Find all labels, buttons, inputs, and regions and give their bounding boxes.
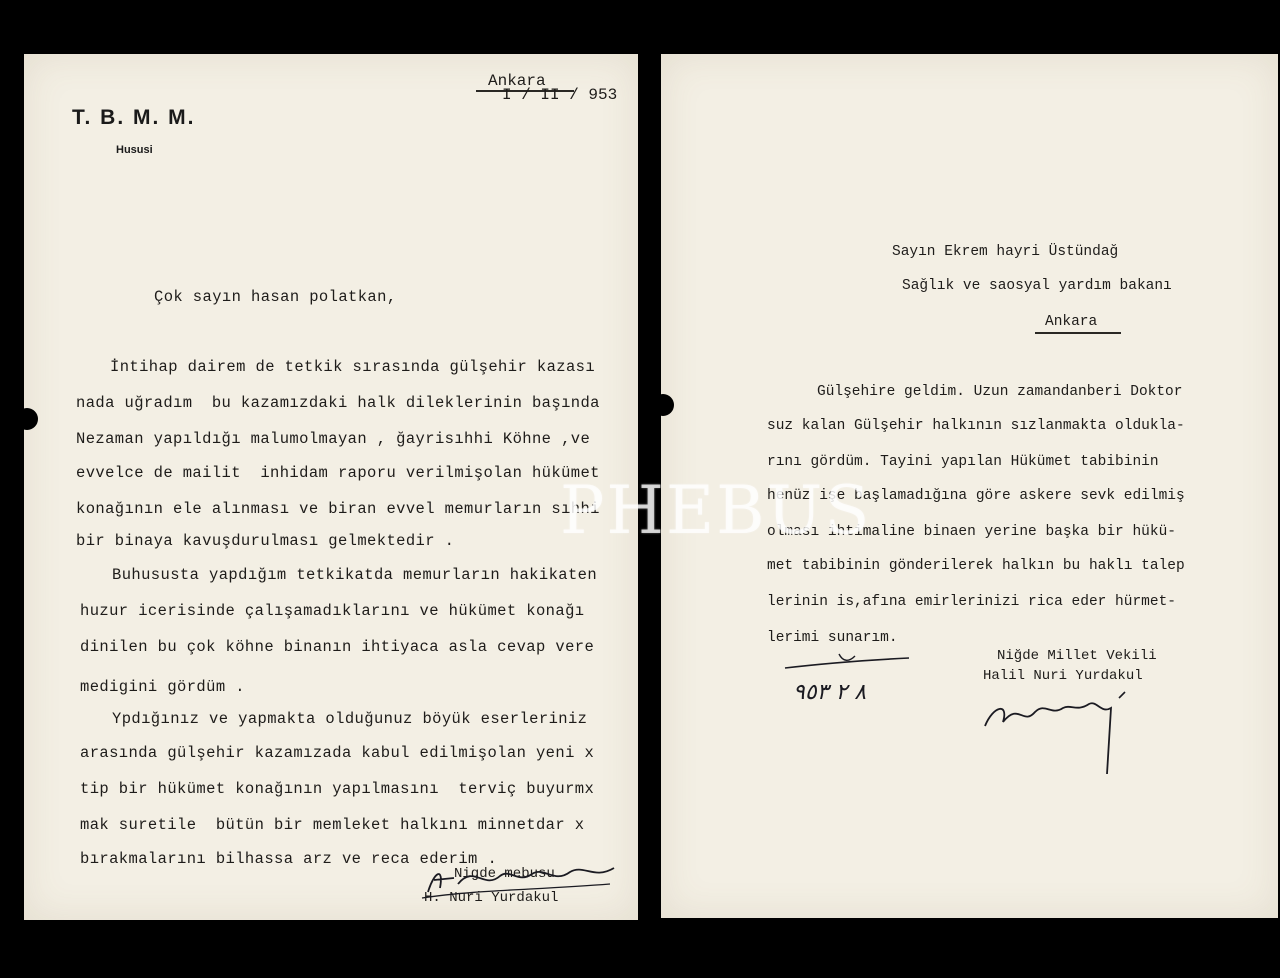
letter-line: Ypdığınız ve yapmakta olduğunuz böyük eserleriniz (112, 710, 588, 728)
letter-line: met tabibinin gönderilerek halkın bu haklı talep (767, 558, 1185, 574)
letter-line: rını gördüm. Tayini yapılan Hükümet tabibinin (767, 454, 1159, 470)
handwritten-signature-icon (414, 854, 624, 904)
signature-title: Nigde mebusu (454, 866, 555, 882)
handwritten-stroke-icon (779, 650, 919, 680)
punch-hole (16, 408, 38, 430)
letter-line: lerimi sunarım. (767, 630, 898, 646)
letter-line: henüz işe başlamadığına göre askere sevk edilmiş (767, 488, 1185, 504)
letter-place: Ankara (488, 72, 546, 90)
letter-line: konağının ele alınması ve biran evvel memurların sıhhi (76, 500, 600, 518)
letter-line: lerinin is,afına emirlerinizi rica eder hürmet- (767, 594, 1176, 610)
addressee-title: Sağlık ve saosyal yardım bakanı (902, 278, 1172, 294)
letter-line: bırakmalarını bilhassa arz ve reca ederim . (80, 850, 498, 868)
letter-date: I / II / 953 (502, 86, 618, 104)
addressee-city: Ankara (1045, 314, 1098, 330)
signature-name: H. Nuri Yurdakul (424, 890, 559, 906)
left-letter-page (24, 54, 638, 920)
salutation: Çok sayın hasan polatkan, (154, 288, 397, 306)
letter-line: evvelce de mailit inhidam raporu verilmişolan hükümet (76, 464, 600, 482)
letter-line: Buhususta yapdığım tetkikatda memurların hakikaten (112, 566, 598, 584)
letter-line: olması ihtimaline binaen yerine başka bir hükü- (767, 524, 1176, 540)
letter-line: tip bir hükümet konağının yapılmasını terviç buyurmx (80, 780, 595, 798)
letter-line: Nezaman yapıldığı malumolmayan , ğayrisıhhi Köhne ,ve (76, 430, 591, 448)
signature-title: Niğde Millet Vekili (997, 648, 1157, 664)
punch-hole (652, 394, 674, 416)
letter-line: huzur icerisinde çalışamadıklarını ve hükümet konağı (80, 602, 585, 620)
letterhead-subtitle: Hususi (116, 144, 153, 156)
letter-line: dinilen bu çok köhne binanın ihtiyaca asla cevap vere (80, 638, 595, 656)
letterhead-title: T. B. M. M. (72, 106, 196, 129)
city-underline (1035, 332, 1121, 334)
letter-line: nada uğradım bu kazamızdaki halk dileklerinin başında (76, 394, 600, 412)
letter-line: arasında gülşehir kazamızada kabul edilmişolan yeni x (80, 744, 595, 762)
letter-line: İntihap dairem de tetkik sırasında gülşehir kazası (110, 358, 596, 376)
letter-line: bir binaya kavuşdurulması gelmektedir . (76, 532, 455, 550)
handwritten-date-note: ٨ ٢ ٩٥٣ (793, 680, 867, 705)
letter-line: medigini gördüm . (80, 678, 245, 696)
watermark-text: PHEBUS (560, 472, 872, 549)
addressee-name: Sayın Ekrem hayri Üstündağ (892, 244, 1119, 260)
letter-line: suz kalan Gülşehir halkının sızlanmakta oldukla- (767, 418, 1185, 434)
handwritten-signature-icon (979, 682, 1159, 778)
letter-line: Gülşehire geldim. Uzun zamandanberi Doktor (817, 384, 1183, 400)
letter-line: mak suretile bütün bir memleket halkını minnetdar x (80, 816, 585, 834)
signature-name: Halil Nuri Yurdakul (983, 668, 1143, 684)
